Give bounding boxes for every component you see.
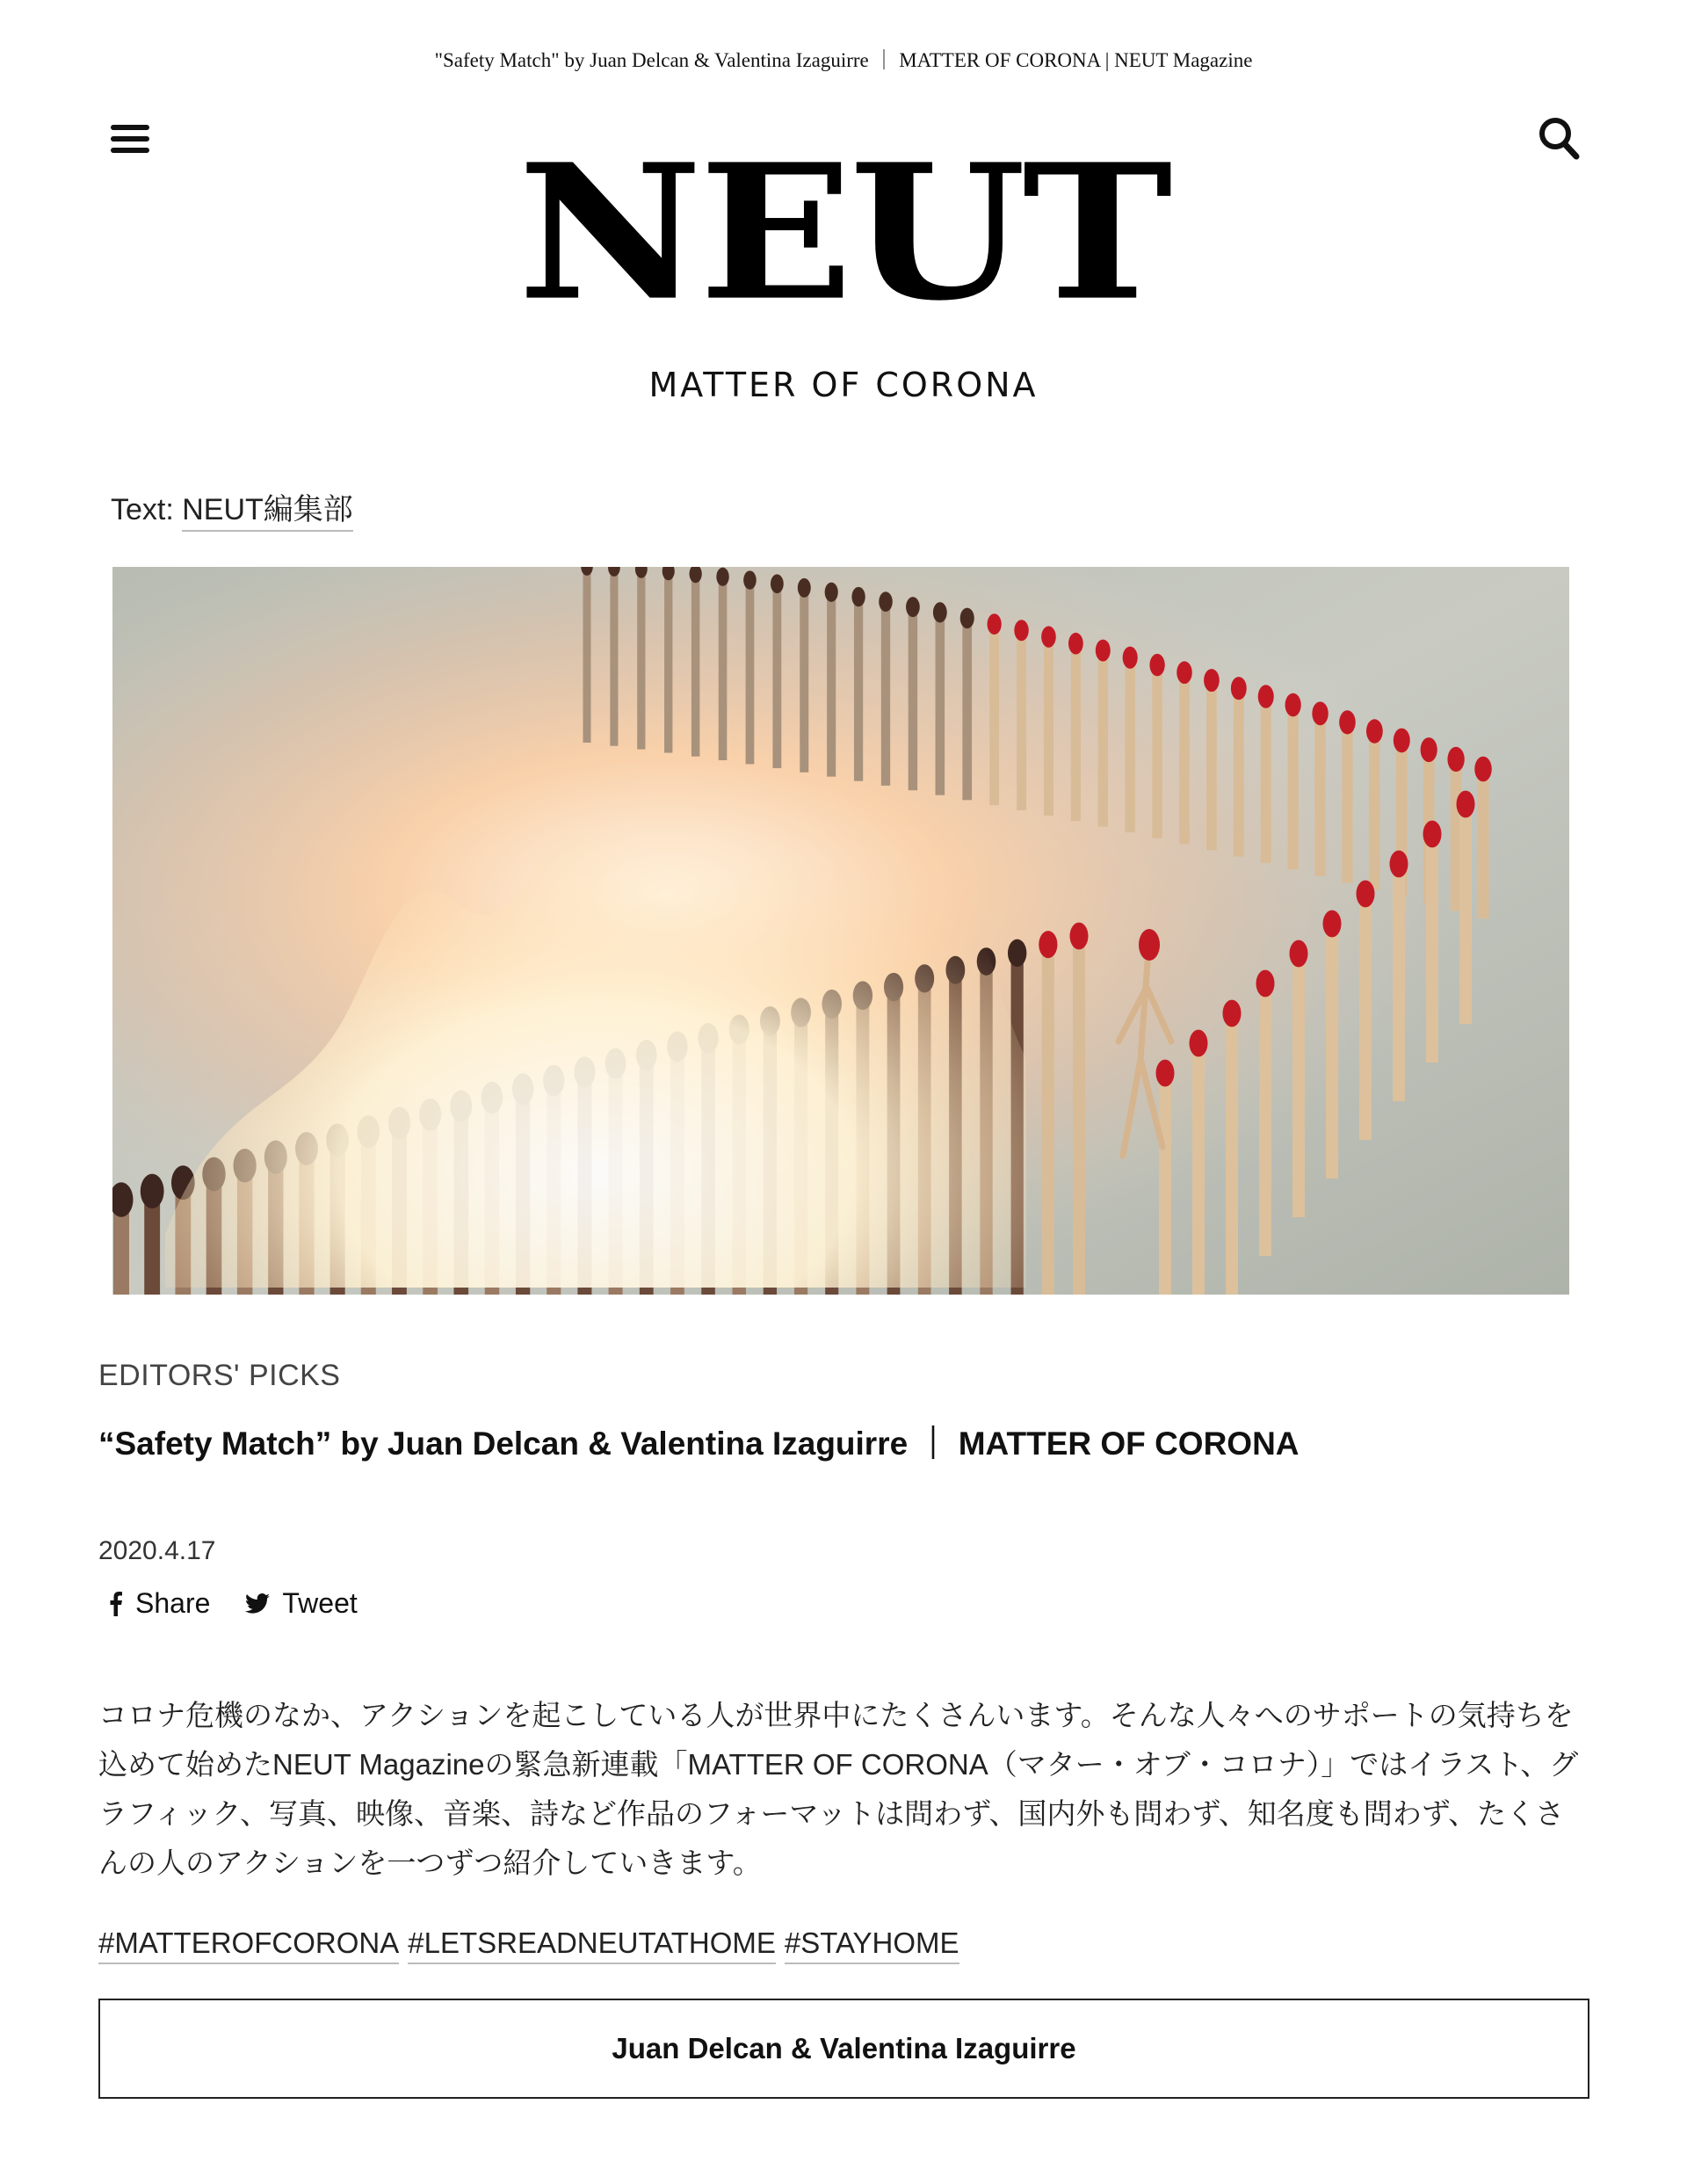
byline — [111, 485, 353, 528]
author-link[interactable]: NEUT編集部 — [182, 493, 353, 532]
tweet-label: Tweet — [282, 1587, 358, 1619]
byline-label: Text: — [111, 493, 183, 526]
artist-name: Juan Delcan & Valentina Izaguirre — [612, 2032, 1076, 2064]
tag-list — [98, 1926, 959, 1964]
article-intro: コロナ危機のなか、アクションを起こしている人が世界中にたくさんいます。そんな人々へのサポートの気持ちを込めて始めたNEUT Magazineの緊急新連載「MATTER OF CORONA（マター・オブ・コロナ）」ではイラスト、グラフィック、写真、映像、音楽、詩など作品のフォーマットは問わず、国内外も問わず、知名度も問わず、たくさんの人のアクションを一つずつ紹介していきます。 — [98, 1699, 1579, 1879]
twitter-tweet-button[interactable] — [245, 1587, 357, 1620]
twitter-icon — [245, 1593, 270, 1614]
tag-link[interactable]: #STAYHOME — [785, 1926, 959, 1964]
hero-image — [112, 567, 1569, 1295]
share-row — [109, 1587, 358, 1620]
site-logo[interactable]: NEUT — [518, 123, 1169, 343]
tag-link[interactable]: #MATTEROFCORONA — [98, 1926, 399, 1964]
artist-name-box[interactable] — [98, 1999, 1589, 2099]
article-date: 2020.4.17 — [98, 1536, 216, 1565]
facebook-icon — [109, 1592, 123, 1616]
article-category[interactable]: EDITORS' PICKS — [98, 1359, 341, 1392]
facebook-share-button[interactable] — [109, 1587, 210, 1620]
article-title: “Safety Match” by Juan Delcan & Valentina Izaguirre ｜ MATTER OF CORONA — [98, 1426, 1300, 1462]
section-title: MATTER OF CORONA — [648, 366, 1039, 404]
share-label: Share — [135, 1587, 211, 1619]
document-title: "Safety Match" by Juan Delcan & Valentina Izaguirre ｜ MATTER OF CORONA | NEUT Magazine — [434, 49, 1253, 71]
tag-link[interactable]: #LETSREADNEUTATHOME — [408, 1926, 776, 1964]
